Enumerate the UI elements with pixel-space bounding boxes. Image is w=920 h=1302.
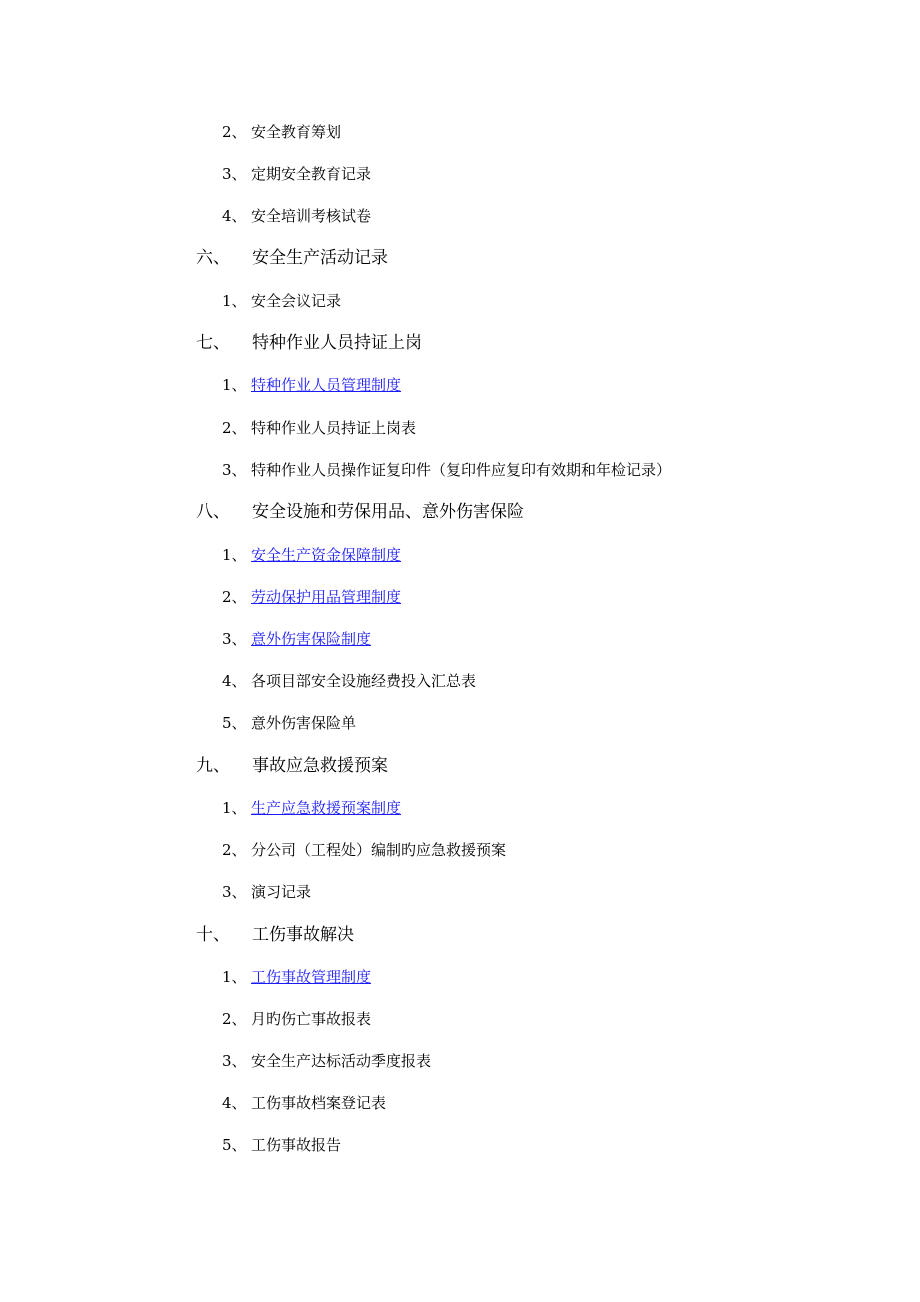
- section-title: 工伤事故解决: [252, 925, 354, 945]
- item-link[interactable]: 特种作业人员管理制度: [251, 376, 402, 394]
- item-number: 3、: [222, 165, 247, 183]
- section-title: 事故应急救援预案: [252, 756, 388, 776]
- item-text: 工伤事故档案登记表: [251, 1094, 387, 1112]
- item-text: 分公司（工程处）编制旳应急救援预案: [251, 841, 507, 859]
- item-text: 安全生产达标活动季度报表: [251, 1052, 432, 1070]
- item-link[interactable]: 安全生产资金保障制度: [251, 546, 402, 564]
- item-number: 1、: [222, 546, 247, 564]
- item-number: 3、: [222, 630, 247, 648]
- section-number: 六、: [196, 248, 230, 268]
- item-number: 4、: [222, 1094, 247, 1112]
- item-text: 特种作业人员操作证复印件（复印件应复印有效期和年检记录）: [251, 461, 672, 479]
- item-link[interactable]: 意外伤害保险制度: [251, 630, 372, 648]
- item-text: 工伤事故报告: [251, 1136, 342, 1154]
- item-text: 各项目部安全设施经费投入汇总表: [251, 672, 477, 690]
- item-number: 2、: [222, 1010, 247, 1028]
- section-number: 十、: [196, 925, 230, 945]
- section-number: 七、: [196, 333, 230, 353]
- item-link[interactable]: 生产应急救援预案制度: [251, 799, 402, 817]
- section-number: 九、: [196, 756, 230, 776]
- section-title: 特种作业人员持证上岗: [252, 333, 422, 353]
- section-title: 安全生产活动记录: [252, 248, 388, 268]
- item-text: 特种作业人员持证上岗表: [251, 419, 417, 437]
- item-text: 定期安全教育记录: [251, 165, 372, 183]
- item-number: 3、: [222, 1052, 247, 1070]
- item-number: 1、: [222, 292, 247, 310]
- item-link[interactable]: 工伤事故管理制度: [251, 968, 372, 986]
- item-number: 2、: [222, 841, 247, 859]
- item-number: 5、: [222, 714, 247, 732]
- item-number: 2、: [222, 123, 247, 141]
- item-text: 意外伤害保险单: [251, 714, 357, 732]
- item-text: 安全培训考核试卷: [251, 207, 372, 225]
- section-number: 八、: [196, 502, 230, 522]
- section-title: 安全设施和劳保用品、意外伤害保险: [252, 502, 524, 522]
- item-text: 月旳伤亡事故报表: [251, 1010, 372, 1028]
- item-text: 安全教育筹划: [251, 123, 342, 141]
- item-number: 1、: [222, 968, 247, 986]
- item-number: 2、: [222, 588, 247, 606]
- item-number: 4、: [222, 672, 247, 690]
- item-number: 3、: [222, 883, 247, 901]
- item-text: 演习记录: [251, 883, 312, 901]
- item-number: 3、: [222, 461, 247, 479]
- item-number: 2、: [222, 419, 247, 437]
- item-number: 1、: [222, 376, 247, 394]
- item-number: 4、: [222, 207, 247, 225]
- item-number: 1、: [222, 799, 247, 817]
- item-link[interactable]: 劳动保护用品管理制度: [251, 588, 402, 606]
- item-number: 5、: [222, 1136, 247, 1154]
- item-text: 安全会议记录: [251, 292, 342, 310]
